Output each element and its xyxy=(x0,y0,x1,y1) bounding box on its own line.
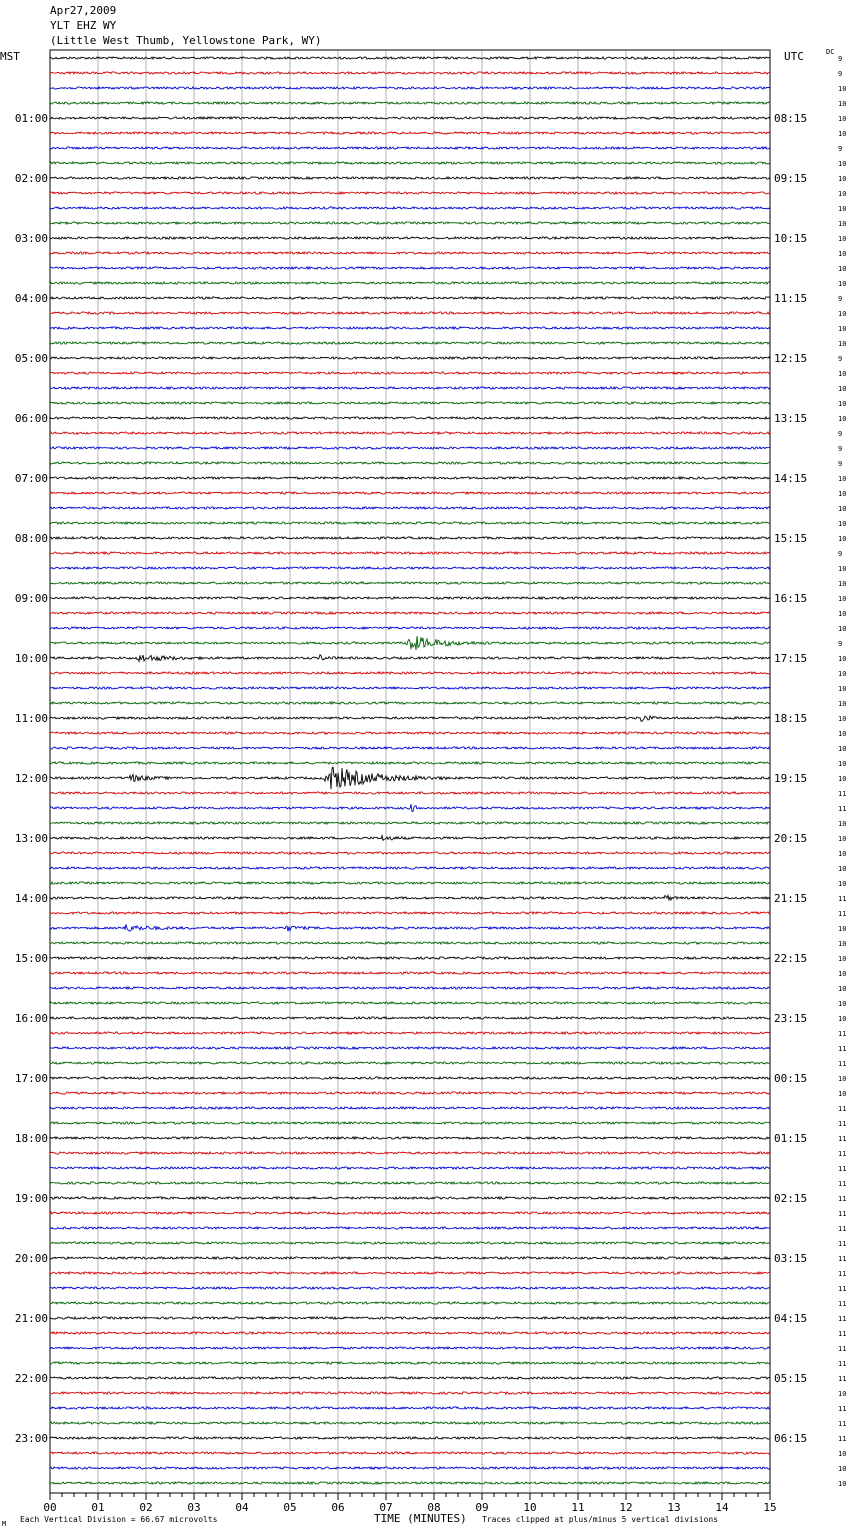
dc-offset-value: 10 xyxy=(838,940,847,948)
seismic-trace xyxy=(50,297,770,299)
seismic-trace xyxy=(50,1122,770,1124)
dc-offset-value: 10 xyxy=(838,925,847,933)
dc-offset-value: 10 xyxy=(838,685,847,693)
dc-offset-value: 10 xyxy=(838,865,847,873)
mst-hour-label: 12:00 xyxy=(14,772,48,785)
seismic-trace xyxy=(50,687,770,689)
dc-offset-value: 9 xyxy=(838,445,843,453)
seismic-trace xyxy=(50,447,770,449)
dc-offset-value: 9 xyxy=(838,355,843,363)
utc-hour-label: 16:15 xyxy=(774,592,808,605)
seismic-trace xyxy=(50,895,770,900)
seismic-trace xyxy=(50,57,770,59)
seismic-trace xyxy=(50,147,770,149)
seismic-trace xyxy=(50,1227,770,1229)
corner-mark: M xyxy=(2,1520,7,1528)
seismic-trace xyxy=(50,507,770,509)
dc-offset-value: 11 xyxy=(838,1180,847,1188)
seismic-trace xyxy=(50,402,770,404)
seismic-trace xyxy=(50,882,770,884)
dc-offset-value: 9 xyxy=(838,550,843,558)
utc-hour-label: 22:15 xyxy=(774,952,808,965)
left-timezone-label: MST xyxy=(0,50,20,63)
x-tick-label: 03 xyxy=(187,1501,201,1514)
dc-offset-value: 9 xyxy=(838,295,843,303)
dc-offset-value: 10 xyxy=(838,1450,847,1458)
dc-offset-value: 11 xyxy=(838,1210,847,1218)
dc-offset-value: 11 xyxy=(838,1135,847,1143)
mst-hour-label: 02:00 xyxy=(14,172,48,185)
dc-offset-value: 10 xyxy=(838,700,847,708)
utc-hour-label: 09:15 xyxy=(774,172,808,185)
seismic-trace xyxy=(50,1452,770,1454)
seismic-trace xyxy=(50,462,770,464)
dc-offset-value: 10 xyxy=(838,1075,847,1083)
dc-offset-value: 10 xyxy=(838,580,847,588)
dc-offset-value: 10 xyxy=(838,1480,847,1488)
seismic-trace xyxy=(50,492,770,494)
dc-offset-value: 11 xyxy=(838,1150,847,1158)
seismic-trace xyxy=(50,1257,770,1259)
seismic-trace xyxy=(50,1272,770,1274)
x-tick-label: 14 xyxy=(715,1501,729,1514)
plot-frame xyxy=(50,50,770,1493)
dc-offset-value: 10 xyxy=(838,340,847,348)
seismic-trace xyxy=(50,1407,770,1409)
dc-offset-value: 11 xyxy=(838,1315,847,1323)
mst-hour-label: 17:00 xyxy=(14,1072,48,1085)
mst-hour-label: 11:00 xyxy=(14,712,48,725)
utc-hour-label: 20:15 xyxy=(774,832,808,845)
mst-hour-label: 15:00 xyxy=(14,952,48,965)
dc-offset-value: 11 xyxy=(838,1330,847,1338)
dc-offset-value: 11 xyxy=(838,1105,847,1113)
seismic-trace xyxy=(50,1317,770,1319)
station-location: (Little West Thumb, Yellowstone Park, WY) xyxy=(50,34,322,47)
dc-offset-value: 10 xyxy=(838,250,847,258)
dc-offset-value: 10 xyxy=(838,625,847,633)
dc-offset-value: 11 xyxy=(838,1240,847,1248)
dc-offset-value: 11 xyxy=(838,1120,847,1128)
dc-offset-value: 10 xyxy=(838,175,847,183)
mst-hour-label: 23:00 xyxy=(14,1432,48,1445)
dc-offset-value: 10 xyxy=(838,400,847,408)
mst-hour-label: 14:00 xyxy=(14,892,48,905)
dc-offset-value: 10 xyxy=(838,385,847,393)
mst-hour-label: 19:00 xyxy=(14,1192,48,1205)
dc-offset-value: 10 xyxy=(838,520,847,528)
dc-offset-value: 11 xyxy=(838,1345,847,1353)
dc-offset-value: 10 xyxy=(838,415,847,423)
dc-offset-value: 10 xyxy=(838,1000,847,1008)
dc-offset-value: 10 xyxy=(838,970,847,978)
seismic-trace xyxy=(50,1362,770,1364)
seismic-trace xyxy=(50,102,770,104)
seismic-trace xyxy=(50,762,770,764)
mst-hour-label: 06:00 xyxy=(14,412,48,425)
dc-offset-value: 10 xyxy=(838,820,847,828)
dc-offset-value: 11 xyxy=(838,1165,847,1173)
seismic-trace xyxy=(50,767,770,789)
seismic-trace xyxy=(50,942,770,944)
dc-offset-value: 11 xyxy=(838,895,847,903)
seismic-trace xyxy=(50,836,770,841)
utc-hour-label: 01:15 xyxy=(774,1132,808,1145)
x-tick-label: 12 xyxy=(619,1501,633,1514)
dc-offset-value: 10 xyxy=(838,880,847,888)
seismic-trace xyxy=(50,924,770,931)
seismic-trace xyxy=(50,522,770,524)
dc-offset-value: 10 xyxy=(838,595,847,603)
seismic-trace xyxy=(50,1047,770,1049)
mst-hour-label: 08:00 xyxy=(14,532,48,545)
dc-offset-value: 10 xyxy=(838,85,847,93)
dc-offset-value: 9 xyxy=(838,145,843,153)
dc-offset-value: 10 xyxy=(838,370,847,378)
seismic-trace xyxy=(50,1092,770,1094)
mst-hour-label: 21:00 xyxy=(14,1312,48,1325)
seismic-trace xyxy=(50,987,770,989)
dc-offset-value: 10 xyxy=(838,280,847,288)
seismic-trace xyxy=(50,372,770,374)
utc-hour-label: 15:15 xyxy=(774,532,808,545)
x-tick-label: 00 xyxy=(43,1501,57,1514)
seismic-trace xyxy=(50,702,770,704)
seismic-trace xyxy=(50,1287,770,1289)
seismic-trace xyxy=(50,552,770,554)
dc-offset-value: 10 xyxy=(838,490,847,498)
utc-hour-label: 03:15 xyxy=(774,1252,808,1265)
utc-hour-label: 12:15 xyxy=(774,352,808,365)
utc-hour-label: 02:15 xyxy=(774,1192,808,1205)
x-tick-label: 07 xyxy=(379,1501,393,1514)
seismic-trace xyxy=(50,822,770,824)
seismic-trace xyxy=(50,1152,770,1154)
dc-offset-value: 10 xyxy=(838,220,847,228)
clipping-note: Traces clipped at plus/minus 5 vertical divisions xyxy=(482,1515,719,1524)
seismic-trace xyxy=(50,267,770,269)
station-code: YLT EHZ WY xyxy=(50,19,117,32)
seismic-trace xyxy=(50,1167,770,1169)
mst-hour-label: 10:00 xyxy=(14,652,48,665)
utc-hour-label: 10:15 xyxy=(774,232,808,245)
dc-offset-value: 11 xyxy=(838,910,847,918)
seismic-trace xyxy=(50,87,770,89)
utc-hour-label: 05:15 xyxy=(774,1372,808,1385)
seismic-trace xyxy=(50,1062,770,1064)
seismic-trace xyxy=(50,1032,770,1034)
dc-offset-value: 11 xyxy=(838,1030,847,1038)
mst-hour-label: 04:00 xyxy=(14,292,48,305)
dc-offset-value: 10 xyxy=(838,1390,847,1398)
seismic-trace xyxy=(50,804,770,811)
x-tick-label: 11 xyxy=(571,1501,585,1514)
dc-offset-value: 10 xyxy=(838,850,847,858)
dc-offset-value: 10 xyxy=(838,835,847,843)
dc-offset-value: 10 xyxy=(838,1090,847,1098)
seismic-trace xyxy=(50,1467,770,1469)
seismic-trace xyxy=(50,747,770,749)
dc-offset-value: 11 xyxy=(838,1420,847,1428)
x-tick-label: 04 xyxy=(235,1501,249,1514)
x-tick-label: 08 xyxy=(427,1501,441,1514)
recording-date: Apr27,2009 xyxy=(50,4,117,17)
dc-offset-value: 11 xyxy=(838,1225,847,1233)
seismic-trace xyxy=(50,432,770,434)
seismic-trace xyxy=(50,912,770,914)
seismic-trace xyxy=(50,207,770,209)
seismic-trace xyxy=(50,387,770,389)
seismic-trace xyxy=(50,72,770,74)
dc-offset-value: 11 xyxy=(838,1255,847,1263)
dc-offset-value: 10 xyxy=(838,160,847,168)
seismic-trace xyxy=(50,1377,770,1379)
dc-offset-value: 10 xyxy=(838,130,847,138)
seismic-trace xyxy=(50,732,770,734)
seismic-trace xyxy=(50,222,770,224)
dc-offset-value: 10 xyxy=(838,670,847,678)
seismic-trace xyxy=(50,1077,770,1079)
seismic-trace xyxy=(50,1332,770,1334)
dc-offset-value: 10 xyxy=(838,310,847,318)
dc-offset-value: 9 xyxy=(838,55,843,63)
dc-offset-value: 11 xyxy=(838,1405,847,1413)
seismic-trace xyxy=(50,1107,770,1109)
seismic-trace xyxy=(50,282,770,284)
dc-offset-value: 11 xyxy=(838,1270,847,1278)
dc-offset-value: 10 xyxy=(838,1465,847,1473)
seismic-trace xyxy=(50,132,770,134)
seismic-trace xyxy=(50,1422,770,1424)
seismic-trace xyxy=(50,252,770,254)
x-tick-label: 01 xyxy=(91,1501,105,1514)
seismic-trace xyxy=(50,852,770,854)
utc-hour-label: 23:15 xyxy=(774,1012,808,1025)
dc-offset-value: 11 xyxy=(838,1060,847,1068)
seismic-trace xyxy=(50,1137,770,1139)
dc-offset-value: 10 xyxy=(838,775,847,783)
seismic-trace xyxy=(50,1182,770,1184)
dc-offset-value: 10 xyxy=(838,205,847,213)
dc-offset-value: 11 xyxy=(838,1435,847,1443)
seismic-trace xyxy=(50,357,770,359)
x-tick-label: 05 xyxy=(283,1501,297,1514)
mst-hour-label: 16:00 xyxy=(14,1012,48,1025)
seismic-trace xyxy=(50,417,770,419)
dc-offset-value: 10 xyxy=(838,325,847,333)
x-tick-label: 09 xyxy=(475,1501,489,1514)
dc-offset-value: 10 xyxy=(838,745,847,753)
utc-hour-label: 00:15 xyxy=(774,1072,808,1085)
dc-offset-value: 10 xyxy=(838,475,847,483)
utc-hour-label: 14:15 xyxy=(774,472,808,485)
dc-offset-value: 11 xyxy=(838,1285,847,1293)
dc-offset-value: 11 xyxy=(838,1195,847,1203)
mst-hour-label: 03:00 xyxy=(14,232,48,245)
dc-offset-value: 10 xyxy=(838,100,847,108)
mst-hour-label: 05:00 xyxy=(14,352,48,365)
seismic-trace xyxy=(50,972,770,974)
seismic-trace xyxy=(50,1347,770,1349)
utc-hour-label: 11:15 xyxy=(774,292,808,305)
seismic-trace xyxy=(50,1212,770,1214)
seismic-trace xyxy=(50,177,770,179)
dc-offset-value: 10 xyxy=(838,565,847,573)
seismic-trace xyxy=(50,627,770,629)
seismic-trace xyxy=(50,716,770,721)
utc-hour-label: 17:15 xyxy=(774,652,808,665)
dc-offset-value: 10 xyxy=(838,730,847,738)
mst-hour-label: 18:00 xyxy=(14,1132,48,1145)
seismic-trace xyxy=(50,312,770,314)
dc-offset-value: 11 xyxy=(838,1375,847,1383)
vertical-scale-note: Each Vertical Division = 66.67 microvolts xyxy=(20,1515,218,1524)
utc-hour-label: 21:15 xyxy=(774,892,808,905)
seismic-trace xyxy=(50,117,770,119)
mst-hour-label: 09:00 xyxy=(14,592,48,605)
utc-hour-label: 08:15 xyxy=(774,112,808,125)
x-tick-label: 02 xyxy=(139,1501,153,1514)
dc-offset-value: 10 xyxy=(838,760,847,768)
seismic-trace xyxy=(50,477,770,479)
dc-offset-value: 10 xyxy=(838,190,847,198)
dc-offset-value: 10 xyxy=(838,955,847,963)
utc-hour-label: 18:15 xyxy=(774,712,808,725)
mst-hour-label: 07:00 xyxy=(14,472,48,485)
dc-offset-value: 11 xyxy=(838,1300,847,1308)
x-tick-label: 10 xyxy=(523,1501,537,1514)
dc-offset-value: 11 xyxy=(838,1360,847,1368)
seismic-trace xyxy=(50,1242,770,1244)
mst-hour-label: 22:00 xyxy=(14,1372,48,1385)
dc-offset-value: 10 xyxy=(838,715,847,723)
dc-offset-value: 10 xyxy=(838,505,847,513)
x-tick-label: 06 xyxy=(331,1501,345,1514)
seismic-trace xyxy=(50,1392,770,1394)
seismic-trace xyxy=(50,612,770,614)
utc-hour-label: 06:15 xyxy=(774,1432,808,1445)
seismic-trace xyxy=(50,1197,770,1199)
seismic-trace xyxy=(50,1482,770,1484)
seismic-trace xyxy=(50,342,770,344)
seismic-trace xyxy=(50,537,770,539)
seismic-trace xyxy=(50,192,770,194)
seismic-trace xyxy=(50,957,770,959)
utc-hour-label: 04:15 xyxy=(774,1312,808,1325)
dc-offset-value: 9 xyxy=(838,460,843,468)
seismic-trace xyxy=(50,1002,770,1004)
dc-offset-value: 10 xyxy=(838,1015,847,1023)
dc-offset-value: 10 xyxy=(838,985,847,993)
right-timezone-label: UTC xyxy=(784,50,804,63)
seismic-trace xyxy=(50,237,770,239)
seismic-trace xyxy=(50,597,770,599)
dc-offset-value: 9 xyxy=(838,70,843,78)
dc-offset-value: 10 xyxy=(838,535,847,543)
seismic-trace xyxy=(50,162,770,164)
x-tick-label: 13 xyxy=(667,1501,681,1514)
dc-offset-value: 9 xyxy=(838,430,843,438)
seismic-trace xyxy=(50,1302,770,1304)
dc-offset-header: DC xyxy=(826,48,835,56)
x-tick-label: 15 xyxy=(763,1501,777,1514)
seismic-trace xyxy=(50,792,770,794)
mst-hour-label: 13:00 xyxy=(14,832,48,845)
seismic-trace xyxy=(50,655,770,662)
utc-hour-label: 13:15 xyxy=(774,412,808,425)
dc-offset-value: 11 xyxy=(838,790,847,798)
mst-hour-label: 20:00 xyxy=(14,1252,48,1265)
seismic-trace xyxy=(50,1017,770,1019)
seismic-trace xyxy=(50,567,770,569)
seismic-trace xyxy=(50,636,770,650)
dc-offset-value: 11 xyxy=(838,805,847,813)
seismic-trace xyxy=(50,867,770,869)
mst-hour-label: 01:00 xyxy=(14,112,48,125)
seismic-trace xyxy=(50,327,770,329)
seismic-trace xyxy=(50,1437,770,1439)
dc-offset-value: 9 xyxy=(838,640,843,648)
dc-offset-value: 10 xyxy=(838,235,847,243)
dc-offset-value: 10 xyxy=(838,115,847,123)
seismic-trace xyxy=(50,672,770,674)
seismic-trace xyxy=(50,582,770,584)
utc-hour-label: 19:15 xyxy=(774,772,808,785)
dc-offset-value: 11 xyxy=(838,1045,847,1053)
x-axis-title: TIME (MINUTES) xyxy=(374,1512,467,1525)
dc-offset-value: 10 xyxy=(838,655,847,663)
dc-offset-value: 10 xyxy=(838,265,847,273)
dc-offset-value: 10 xyxy=(838,610,847,618)
